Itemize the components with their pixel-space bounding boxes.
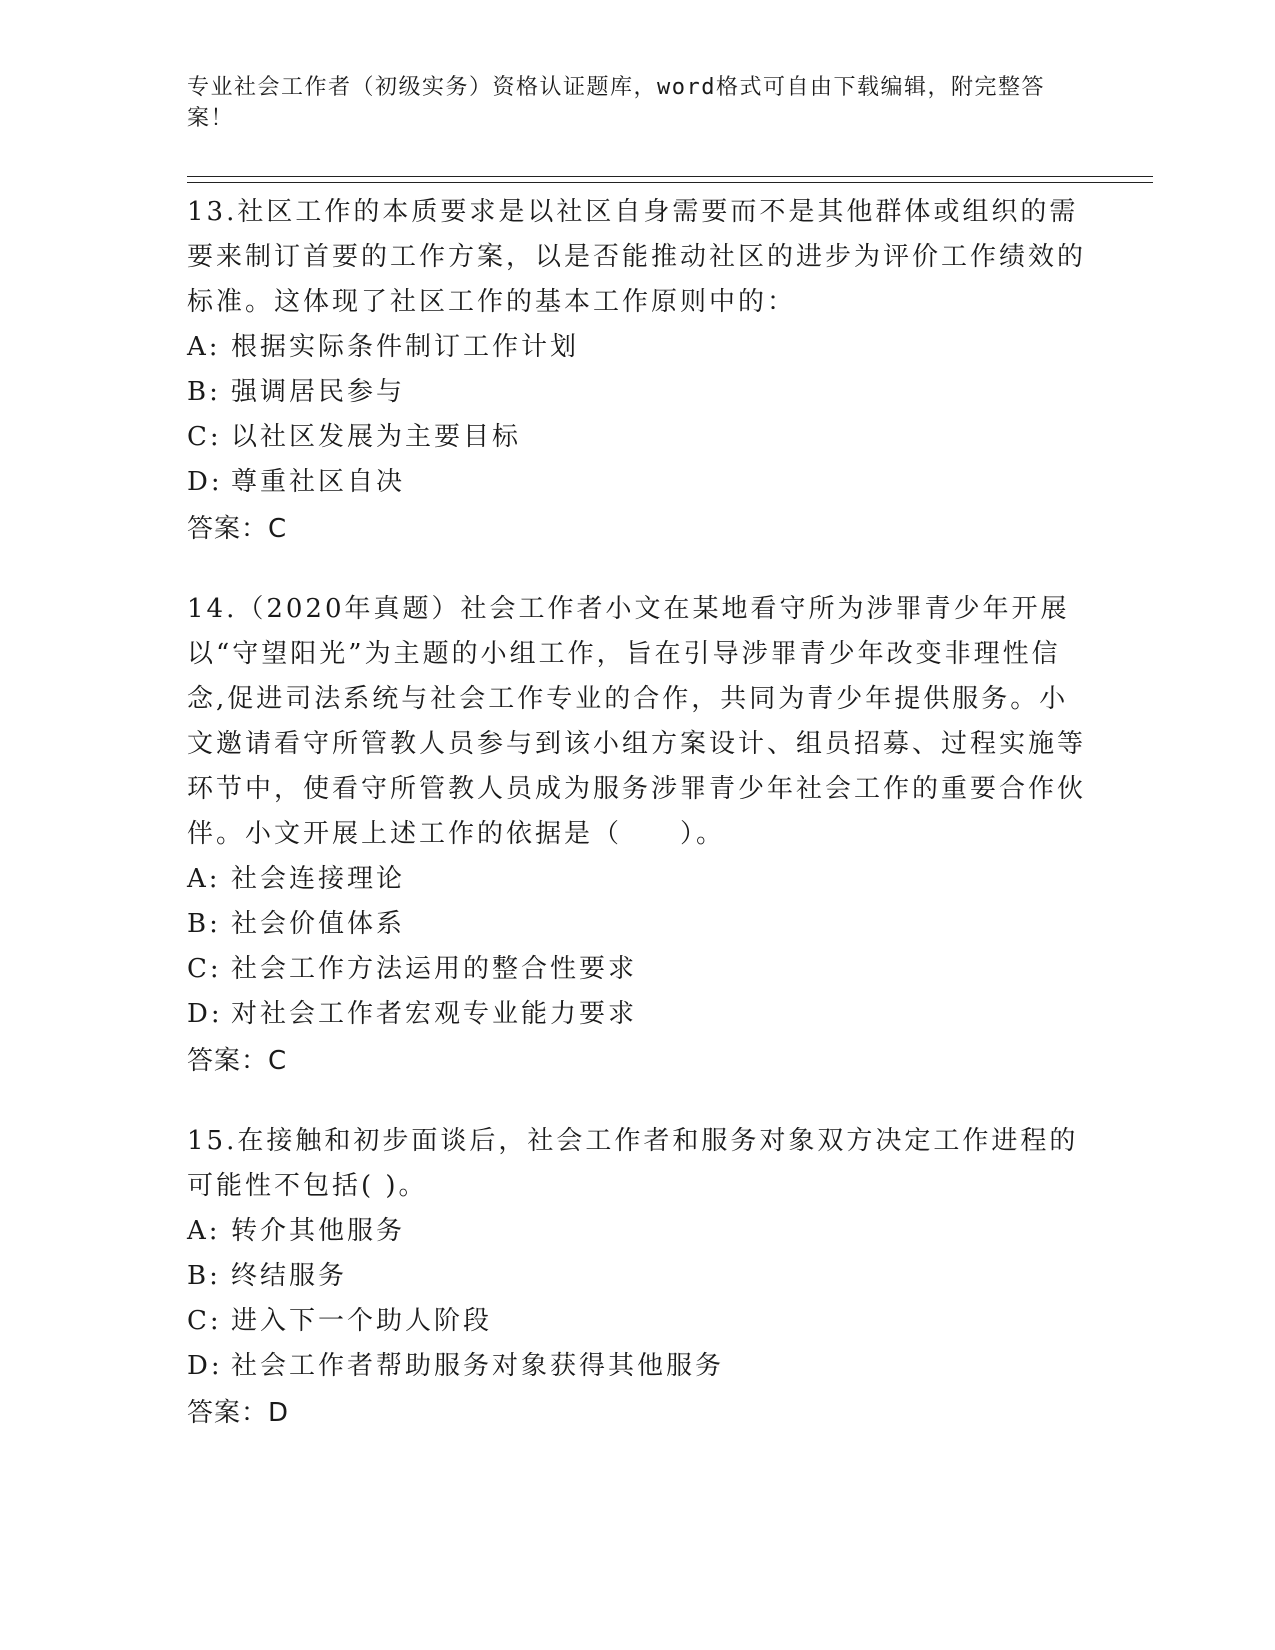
option-b [187, 1254, 1087, 1299]
header-divider-bottom [187, 182, 1153, 183]
option-d [187, 992, 1087, 1037]
option-key: D: [187, 999, 223, 1029]
question-item [187, 1119, 1087, 1437]
answer-line: 答案：D [187, 1398, 290, 1428]
page-header: 专业社会工作者（初级实务）资格认证题库，word格式可自由下载编辑，附完整答案！ [187, 75, 1045, 131]
option-key: A: [187, 332, 221, 362]
option-key: C: [187, 954, 222, 984]
option-key: B: [187, 377, 221, 407]
option-key: C: [187, 422, 222, 452]
answer-line: 答案：C [187, 514, 288, 544]
option-text: 社会工作方法运用的整合性要求 [231, 954, 638, 984]
option-a [187, 1209, 1087, 1254]
option-text: 社会工作者帮助服务对象获得其他服务 [231, 1351, 725, 1381]
option-text: 对社会工作者宏观专业能力要求 [231, 999, 638, 1029]
option-d [187, 1344, 1087, 1389]
answer-line: 答案：C [187, 1046, 288, 1076]
option-text: 社会价值体系 [231, 909, 406, 939]
option-key: C: [187, 1306, 222, 1336]
question-text: 13.社区工作的本质要求是以社区自身需要而不是其他群体或组织的需要来制订首要的工作方案，以是否能推动社区的进步为评价工作绩效的标准。这体现了社区工作的基本工作原则中的： [187, 197, 1087, 317]
question-text: 14.（2020年真题）社会工作者小文在某地看守所为涉罪青少年开展以“守望阳光”为主题的小组工作，旨在引导涉罪青少年改变非理性信念,促进司法系统与社会工作专业的合作，共同为青少年提供服务。小文邀请看守所管教人员参与到该小组方案设计、组员招募、过程实施等环节中，使看守所管教人员成为服务涉罪青少年社会工作的重要合作伙伴。小文开展上述工作的依据是（ ）。 [187, 594, 1087, 849]
option-key: B: [187, 1261, 221, 1291]
option-key: A: [187, 864, 221, 894]
question-list [187, 190, 1087, 1471]
option-c [187, 947, 1087, 992]
option-text: 以社区发展为主要目标 [231, 422, 522, 452]
option-key: D: [187, 467, 223, 497]
option-text: 尊重社区自决 [231, 467, 406, 497]
option-b [187, 902, 1087, 947]
option-a [187, 325, 1087, 370]
option-text: 进入下一个助人阶段 [231, 1306, 493, 1336]
option-a [187, 857, 1087, 902]
header-divider-top [187, 176, 1153, 177]
question-item [187, 587, 1087, 1085]
option-key: D: [187, 1351, 223, 1381]
option-text: 根据实际条件制订工作计划 [231, 332, 580, 362]
option-text: 社会连接理论 [231, 864, 406, 894]
option-c [187, 415, 1087, 460]
option-c [187, 1299, 1087, 1344]
option-text: 强调居民参与 [231, 377, 406, 407]
question-item [187, 190, 1087, 553]
option-d [187, 460, 1087, 505]
question-text: 15.在接触和初步面谈后，社会工作者和服务对象双方决定工作进程的可能性不包括( )。 [187, 1126, 1079, 1201]
option-key: A: [187, 1216, 221, 1246]
option-b [187, 370, 1087, 415]
option-text: 转介其他服务 [231, 1216, 406, 1246]
option-key: B: [187, 909, 221, 939]
option-text: 终结服务 [231, 1261, 348, 1291]
